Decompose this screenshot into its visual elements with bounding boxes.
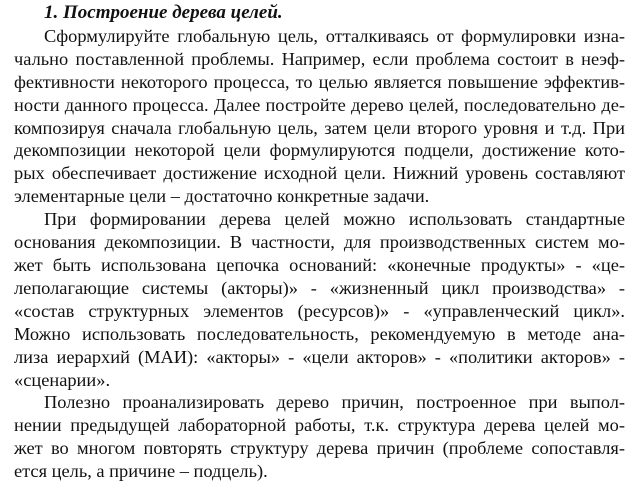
text-line: жет во многом повторять структуру дерева причин (проблеме сопоставля- [14,438,625,459]
text-line: композируя сначала глобальную цель, затем цели второго уровня и т.д. При [14,117,625,138]
text-line: основания декомпозиции. В частности, для производственных систем мо- [14,232,625,253]
document-page [14,2,625,483]
text-line: фективности некоторого процесса, то целью является повышение эффектив- [14,71,625,92]
text-line: Сформулируйте глобальную цель, отталкиваясь от формулировки изна- [44,25,625,46]
text-line: ности данного процесса. Далее постройте дерево целей, последовательно де- [14,94,625,115]
text-line: лиза иерархий (МАИ): «акторы» - «цели акторов» - «политики акторов» - [14,346,625,367]
paragraph-decomposition-bases [14,208,625,391]
text-line: «сценарии». [14,369,111,390]
section-heading: 1. Построение дерева целей. [44,2,283,23]
text-line: элементарные цели – достаточно конкретные задачи. [14,186,430,207]
text-line: нении предыдущей лабораторной работы, т.к. структура дерева целей мо- [14,415,625,436]
text-line: декомпозиции некоторой цели формулируются подцели, достижение кото- [14,140,625,161]
paragraph-goal-formulation [14,25,625,208]
text-line: ется цель, а причине – подцель). [14,461,268,482]
text-line: леполагающие системы (акторы)» - «жизненный цикл производства» - [14,277,625,298]
text-line: Можно использовать последовательность, рекомендуемую в методе ана- [14,323,625,344]
text-line: Полезно проанализировать дерево причин, построенное при выпол- [44,392,625,413]
text-line: При формировании дерева целей можно использовать стандартные [44,209,625,230]
text-line: чально поставленной проблемы. Например, если проблема состоит в неэф- [14,48,625,69]
text-line: жет быть использована цепочка оснований: «конечные продукты» - «це- [14,254,625,275]
text-line: «состав структурных элементов (ресурсов)» - «управленческий цикл». [14,300,625,321]
text-line: рых обеспечивает достижение исходной цели. Нижний уровень составляют [14,163,625,184]
paragraph-cause-tree [14,391,625,483]
